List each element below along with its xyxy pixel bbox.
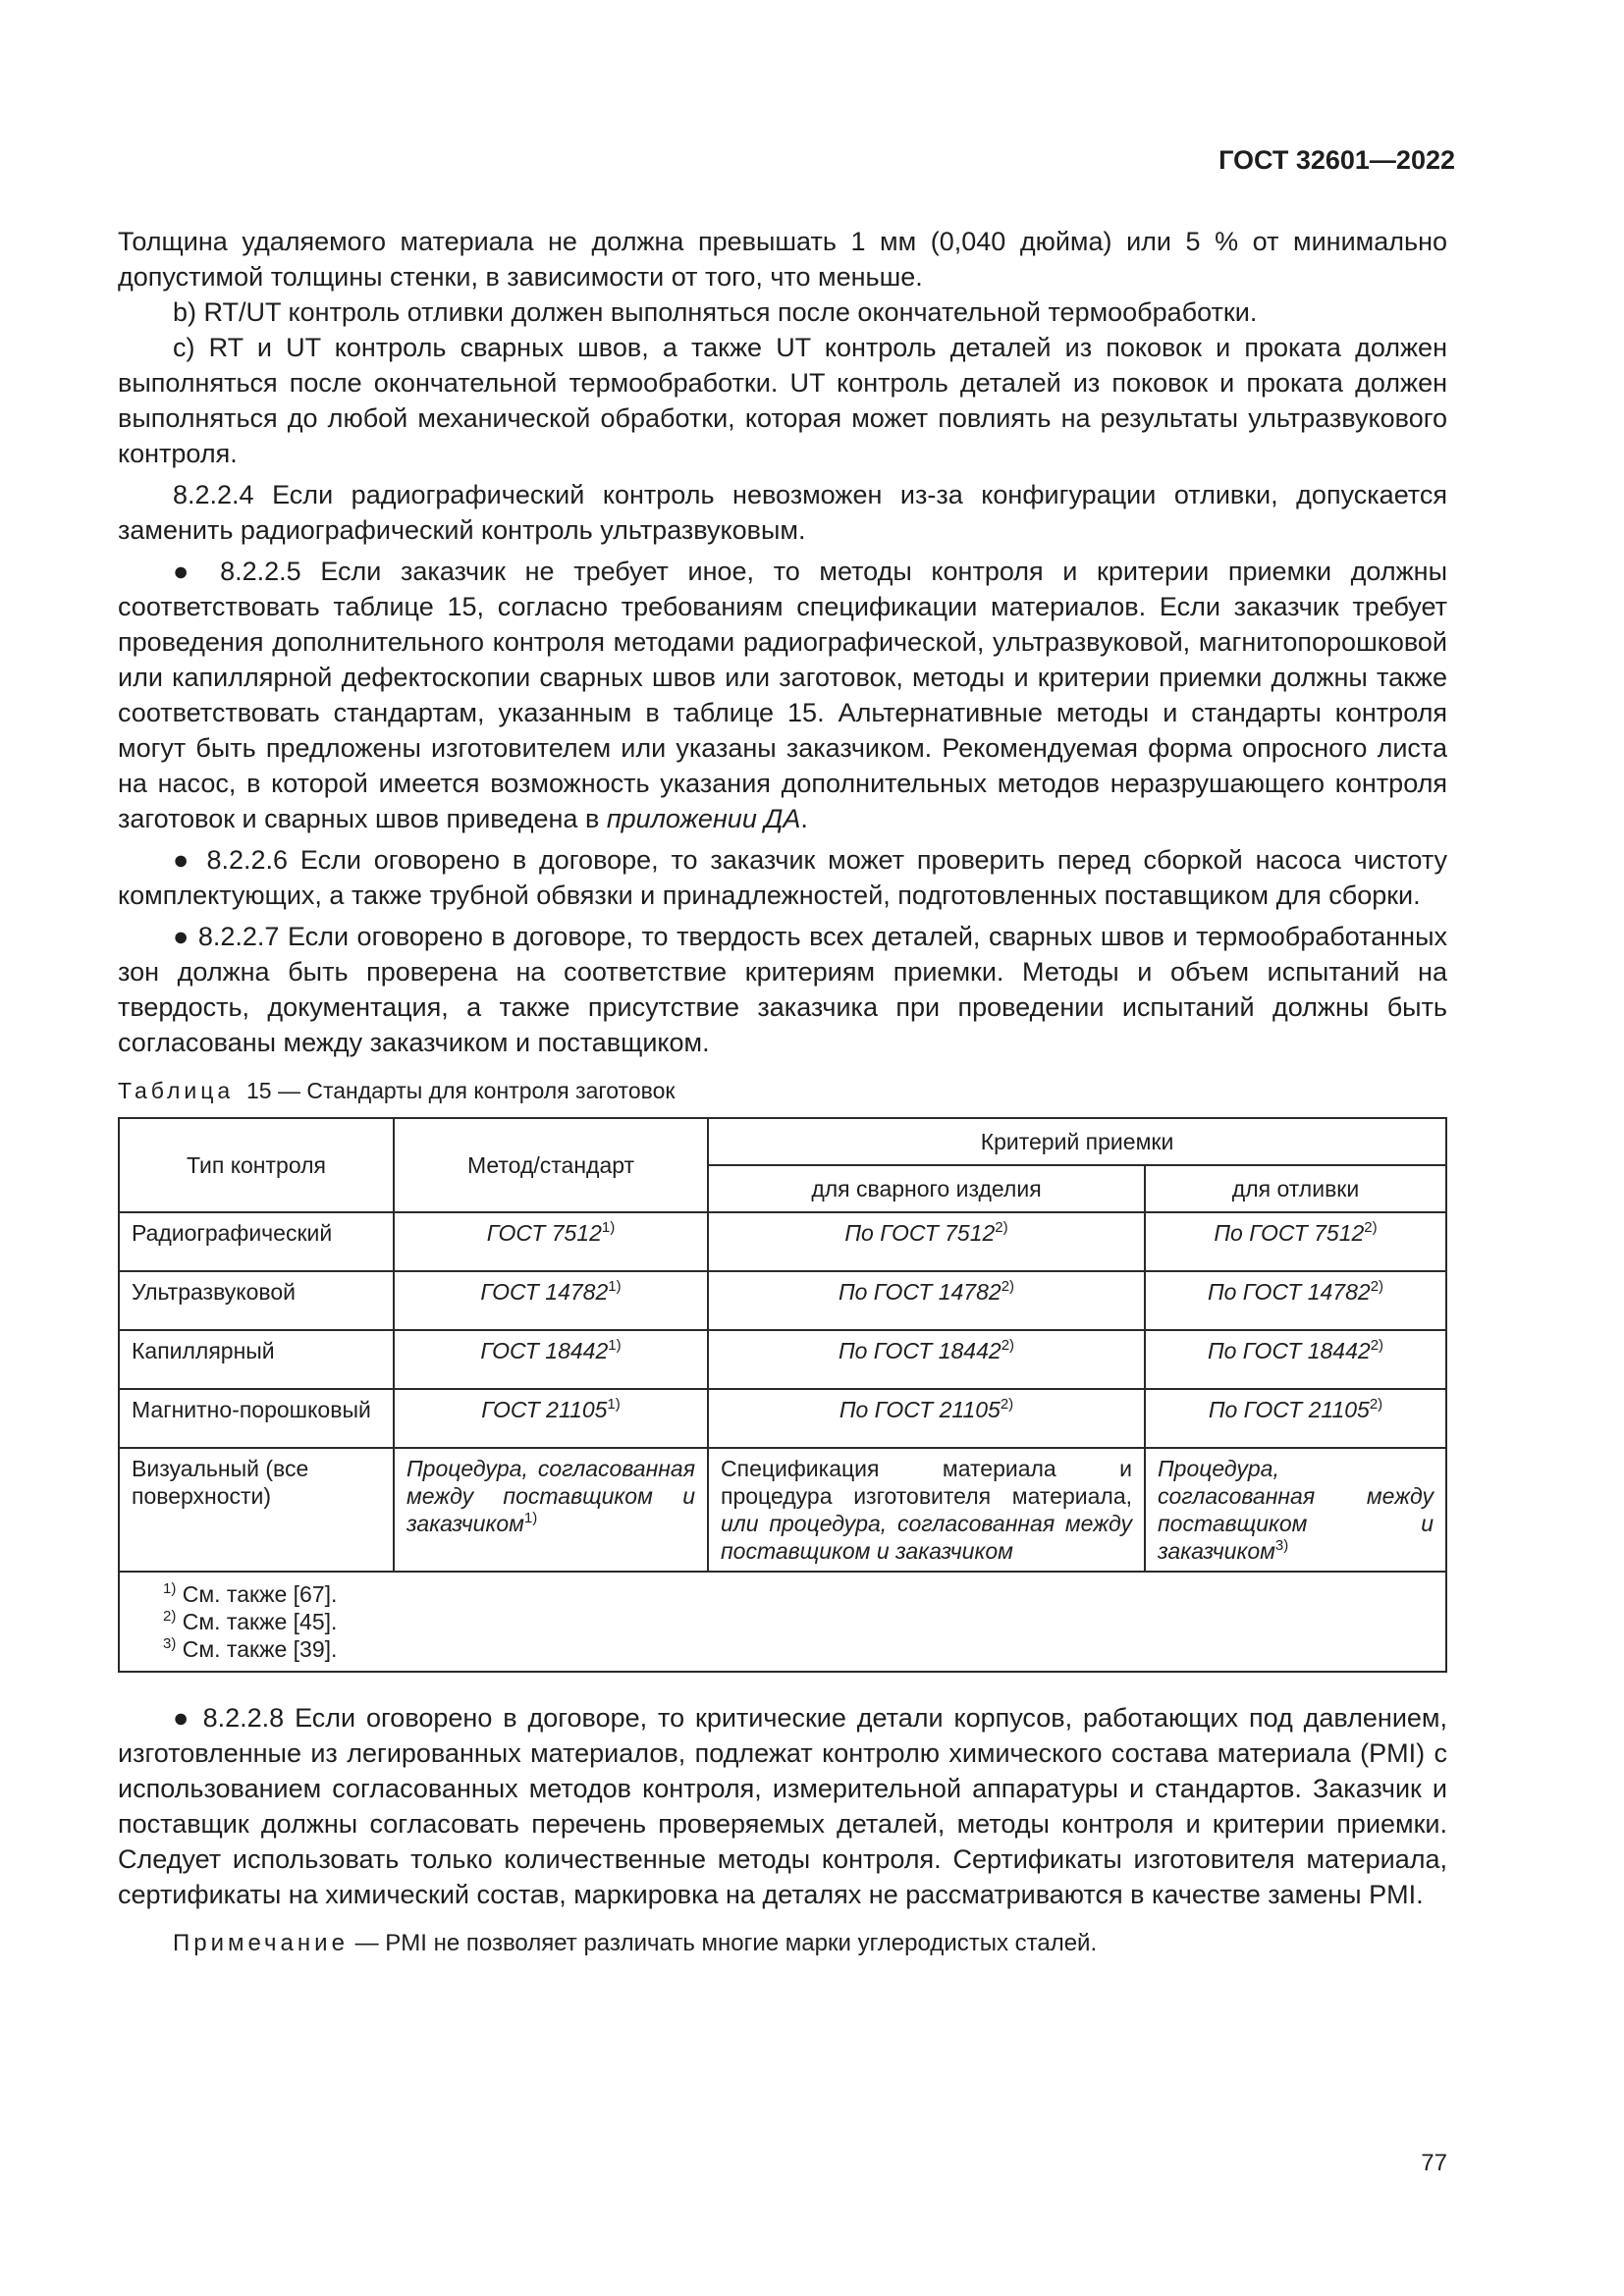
table-row — [119, 1212, 1446, 1271]
table-row — [119, 1389, 1446, 1448]
cell-method: ГОСТ 18442$^{1)}$ — [394, 1330, 708, 1389]
header-welded: для сварного изделия — [708, 1165, 1145, 1212]
cell-welded: По ГОСТ 18442$^{2)}$ — [708, 1330, 1145, 1389]
paragraph: c) RT и UT контроль сварных швов, а также UT контроль деталей из поковок и проката должен выполняться после окончательной термообработки. UT контроль деталей из поковок и проката должен выполняться до любой механической обработки, которая может повлиять на результаты ультразвукового контроля. — [118, 333, 1447, 468]
paragraph: b) RT/UT контроль отливки должен выполняться после окончательной термообработки. — [173, 297, 1258, 327]
table-caption — [118, 1076, 1447, 1105]
cell-method: ГОСТ 21105$^{1)}$ — [394, 1389, 708, 1448]
cell-type: Магнитно-порошковый — [119, 1389, 394, 1448]
paragraph: 8.2.2.4 Если радиографический контроль невозможен из-за конфигурации отливки, допускается заменить радиографический контроль ультразвуковым. — [118, 480, 1447, 545]
cell-method: ГОСТ 14782$^{1)}$ — [394, 1271, 708, 1330]
document-header: ГОСТ 32601—2022 — [1218, 145, 1455, 175]
table-footnotes — [119, 1572, 1446, 1672]
page-number: 77 — [1421, 2150, 1447, 2176]
cell-welded: По ГОСТ 14782$^{2)}$ — [708, 1271, 1145, 1330]
paragraph: ● 8.2.2.8 Если оговорено в договоре, то критические детали корпусов, работающих под давлением, изготовленные из легированных материалов, подлежат контролю химического состава материала (PMI) с использованием согласованных методов контроля, измерительной аппаратуры и стандартов. Заказчик и поставщик должны согласовать перечень проверяемых деталей, методы контроля и критерии приемки. Следует использовать только количественные методы контроля. Сертификаты изготовителя материала, сертификаты на химический состав, маркировка на деталях не рассматриваются в качестве замены PMI. — [118, 1703, 1447, 1909]
note-text: — PMI не позволяет различать многие марки углеродистых сталей. — [354, 1930, 1098, 1956]
table-footnotes-row — [119, 1572, 1446, 1672]
cell-type: Ультразвуковой — [119, 1271, 394, 1330]
note-label: Примечание — [173, 1930, 349, 1956]
appendix-reference: приложении ДА — [606, 804, 801, 833]
footnote: $^{1)}$ См. также [67]. — [163, 1580, 338, 1607]
cell-casting: По ГОСТ 21105$^{2)}$ — [1145, 1389, 1446, 1448]
cell-casting: Процедура, согласованная между поставщиком и заказчиком$^{3)}$ — [1145, 1448, 1446, 1572]
standards-table — [118, 1117, 1447, 1673]
cell-casting: По ГОСТ 7512$^{2)}$ — [1145, 1212, 1446, 1271]
cell-type: Капиллярный — [119, 1330, 394, 1389]
cell-type: Радиографический — [119, 1212, 394, 1271]
cell-method: Процедура, согласованная между поставщиком и заказчиком$^{1)}$ — [394, 1448, 708, 1572]
paragraph: ● 8.2.2.6 Если оговорено в договоре, то заказчик может проверить перед сборкой насоса чистоту комплектующих, а также трубной обвязки и принадлежностей, подготовленных поставщиком для сборки. — [118, 845, 1447, 910]
paragraph-text: ● 8.2.2.5 Если заказчик не требует иное, то методы контроля и критерии приемки должны соответствовать таблице 15, согласно требованиям спецификации материалов. Если заказчик требует проведения дополнительного контроля методами радиографической, ультразвуковой, магнитопорошковой или капиллярной дефектоскопии сварных швов или заготовок, методы и критерии приемки должны также соответствовать стандартам, указанным в таблице 15. Альтернативные методы и стандарты контроля могут быть предложены изготовителем или указаны заказчиком. Рекомендуемая форма опросного листа на насос, в которой имеется возможность указания дополнительных методов неразрушающего контроля заготовок и сварных швов приведена в — [118, 557, 1447, 833]
cell-welded: По ГОСТ 21105$^{2)}$ — [708, 1389, 1145, 1448]
cell-casting: По ГОСТ 18442$^{2)}$ — [1145, 1330, 1446, 1389]
header-casting: для отливки — [1145, 1165, 1446, 1212]
footnote: $^{2)}$ См. также [45]. — [163, 1608, 338, 1634]
paragraph: Толщина удаляемого материала не должна превышать 1 мм (0,040 дюйма) или 5 % от минимально допустимой толщины стенки, в зависимости от того, что меньше. — [118, 227, 1447, 292]
cell-type: Визуальный (все поверхности) — [119, 1448, 394, 1572]
note — [118, 1926, 1447, 1961]
header-type: Тип контроля — [119, 1118, 394, 1212]
cell-method: ГОСТ 7512$^{1)}$ — [394, 1212, 708, 1271]
header-method: Метод/стандарт — [394, 1118, 708, 1212]
table-caption-label: Таблица — [118, 1078, 235, 1103]
cell-welded: Спецификация материала и процедура изготовителя материала, или процедура, согласованная между поставщиком и заказчиком — [708, 1448, 1145, 1572]
paragraph: ● 8.2.2.7 Если оговорено в договоре, то твердость всех деталей, сварных швов и термообработанных зон должна быть проверена на соответствие критериям приемки. Методы и объем испытаний на твердость, документация, а также присутствие заказчика при проведении испытаний должны быть согласованы между заказчиком и поставщиком. — [118, 922, 1447, 1057]
table-row — [119, 1448, 1446, 1572]
footnote: $^{3)}$ См. также [39]. — [163, 1635, 338, 1662]
cell-welded: По ГОСТ 7512$^{2)}$ — [708, 1212, 1145, 1271]
punctuation: . — [800, 804, 808, 833]
table-row — [119, 1271, 1446, 1330]
table-caption-text: 15 — Стандарты для контроля заготовок — [245, 1078, 676, 1103]
document-body — [118, 224, 1447, 1961]
header-criteria: Критерий приемки — [708, 1118, 1446, 1165]
paragraph — [118, 554, 1447, 836]
cell-casting: По ГОСТ 14782$^{2)}$ — [1145, 1271, 1446, 1330]
table-row — [119, 1330, 1446, 1389]
